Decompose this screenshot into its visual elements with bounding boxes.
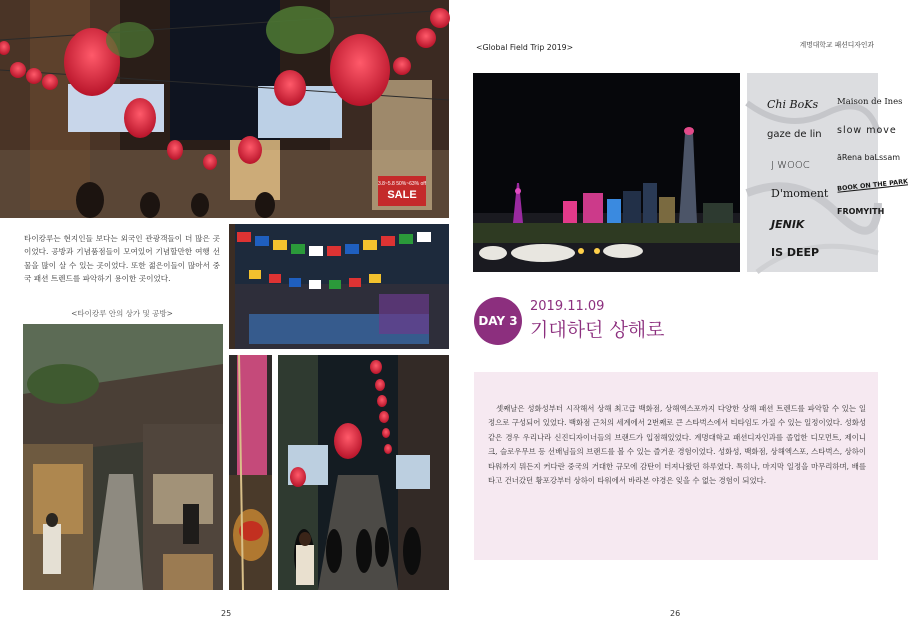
flags-photo	[229, 224, 449, 349]
brand-is-deep: IS DEEP	[771, 246, 820, 259]
page-number-left: 25	[221, 609, 232, 618]
night-street-photo	[278, 355, 449, 590]
day-badge: DAY 3	[474, 297, 522, 345]
shanghai-skyline-photo	[473, 73, 740, 272]
day-title: 기대하던 상해로	[530, 319, 665, 341]
left-page	[0, 0, 450, 636]
brand-dmoment: D'moment	[771, 187, 829, 200]
brand-j-wooc: J WOOC	[771, 160, 810, 171]
brand-fromyith: FROMYITH	[837, 207, 885, 216]
right-page	[450, 0, 908, 636]
header-trip-title: <Global Field Trip 2019>	[476, 43, 574, 52]
brand-gaze-de-lin: gaze de lin	[767, 129, 822, 140]
brand-maison-de-ines: Maison de Ines	[837, 97, 903, 107]
brand-arena-balssam: āRena baLssam	[837, 153, 901, 162]
brand-chiboks: Chi BoKs	[767, 98, 819, 111]
left-photo-caption: <타이캉루 안의 상가 및 공방>	[71, 309, 173, 318]
day-date: 2019.11.09	[530, 299, 605, 314]
brand-jenik: JENIK	[771, 218, 805, 231]
summary-text: 셋째날은 성화성부터 시작해서 상해 최고급 백화점, 상해엑스포까지 다양한 상해 패션 트렌드를 파악할 수 있는 일정으로 구성되어 있었다. 백화점 근처의 세계에서 2번째로 큰 스타벅스에서 티타임도 가질 수 있는 일정이었다. 성화성같은 경우 우리나라 신진디자이너들의 브랜드가 입점해있었다. 계명대학교 패션디자인과를 졸업한 디모먼트, 제이니크, 슬로우무브 등 선배님들의 브랜드를 볼 수 있는 즐거운 경험이었다. 성화성, 백화점, 상해엑스포, 스타벅스, 상하이 타워까지 뭐든지 커다란 중국의 거대한 규모에 감탄이 터져나왔던 하루였다. 특히나, 마지막 일정을 마무리하며, 배를 타고 건너갔던 황포강부터 상하이 타워에서 바라본 야경은 잊을 수 없는 경험이 되었다.	[488, 404, 866, 486]
sale-sign: SALE	[387, 189, 417, 201]
shop-alley-photo	[23, 324, 223, 590]
brand-slow-move: slow move	[837, 125, 897, 136]
brand-book-on-the-park: BOOK ON THE PARK	[836, 177, 908, 193]
lantern-closeup-photo	[229, 355, 272, 590]
brand-wall-photo	[747, 73, 908, 272]
left-body-text: 타이캉루는 현지인들 보다는 외국인 관광객들이 더 많은 곳이었다. 공방과 기념품점들이 모여있어 기념할만한 여행 선물을 많이 살 수 있는 곳이었다. 또한 젊은이들이 많아서 중국 패션 트렌드를 파악하기 용이한 곳이었다.	[24, 234, 220, 283]
header-department: 계명대학교 패션디자인과	[799, 41, 874, 49]
lantern-street-photo	[0, 0, 449, 218]
sale-sign-detail: 3.8~5.8 50%~63% off	[377, 181, 427, 187]
page-number-right: 26	[670, 609, 681, 618]
